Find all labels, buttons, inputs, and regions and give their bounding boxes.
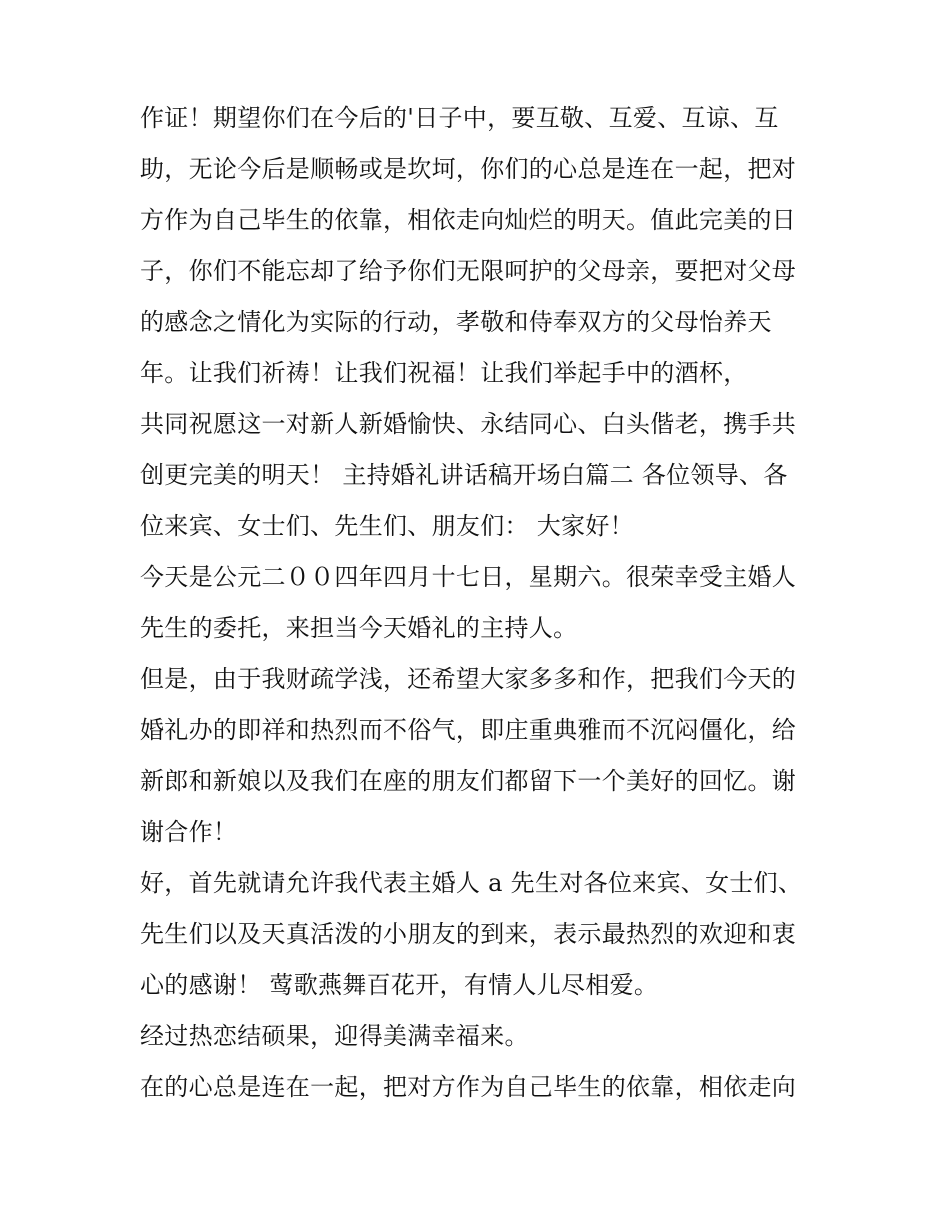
text-line: 但是，由于我财疏学浅，还希望大家多多和作，把我们今天的 xyxy=(140,665,797,693)
document-body xyxy=(140,106,820,1126)
text-line: 心的感谢！ 莺歌燕舞百花开，有情人儿尽相爱。 xyxy=(140,971,659,999)
text-line: 年。让我们祈祷！让我们祝福！让我们举起手中的酒杯， xyxy=(140,359,748,387)
text-line: 谢合作！ xyxy=(140,818,238,846)
text-line: 先生们以及天真活泼的小朋友的到来，表示最热烈的欢迎和衷 xyxy=(140,920,797,948)
text-line: 好，首先就请允许我代表主婚人 a 先生对各位来宾、女士们、 xyxy=(140,869,803,897)
text-line: 共同祝愿这一对新人新婚愉快、永结同心、白头偕老，携手共 xyxy=(140,410,797,438)
text-line: 创更完美的明天！ 主持婚礼讲话稿开场白篇二 各位领导、各 xyxy=(140,461,788,489)
text-line: 经过热恋结硕果，迎得美满幸福来。 xyxy=(140,1022,529,1050)
text-line: 婚礼办的即祥和热烈而不俗气，即庄重典雅而不沉闷僵化，给 xyxy=(140,716,797,744)
text-line: 助，无论今后是顺畅或是坎坷，你们的心总是连在一起，把对 xyxy=(140,155,797,183)
text-line: 今天是公元二００四年四月十七日，星期六。很荣幸受主婚人 xyxy=(140,563,797,591)
text-line: 在的心总是连在一起，把对方作为自己毕生的依靠，相依走向 xyxy=(140,1073,797,1101)
text-line: 位来宾、女士们、先生们、朋友们： 大家好！ xyxy=(140,512,634,540)
text-line: 方作为自己毕生的依靠，相依走向灿烂的明天。值此完美的日 xyxy=(140,206,797,234)
text-line: 作证！期望你们在今后的'日子中，要互敬、互爱、互谅、互 xyxy=(140,104,779,132)
text-line: 子，你们不能忘却了给予你们无限呵护的父母亲，要把对父母 xyxy=(140,257,797,285)
text-line: 先生的委托，来担当今天婚礼的主持人。 xyxy=(140,614,578,642)
text-line: 新郎和新娘以及我们在座的朋友们都留下一个美好的回忆。谢 xyxy=(140,767,797,795)
text-line: 的感念之情化为实际的行动，孝敬和侍奉双方的父母怡养天 xyxy=(140,308,772,336)
